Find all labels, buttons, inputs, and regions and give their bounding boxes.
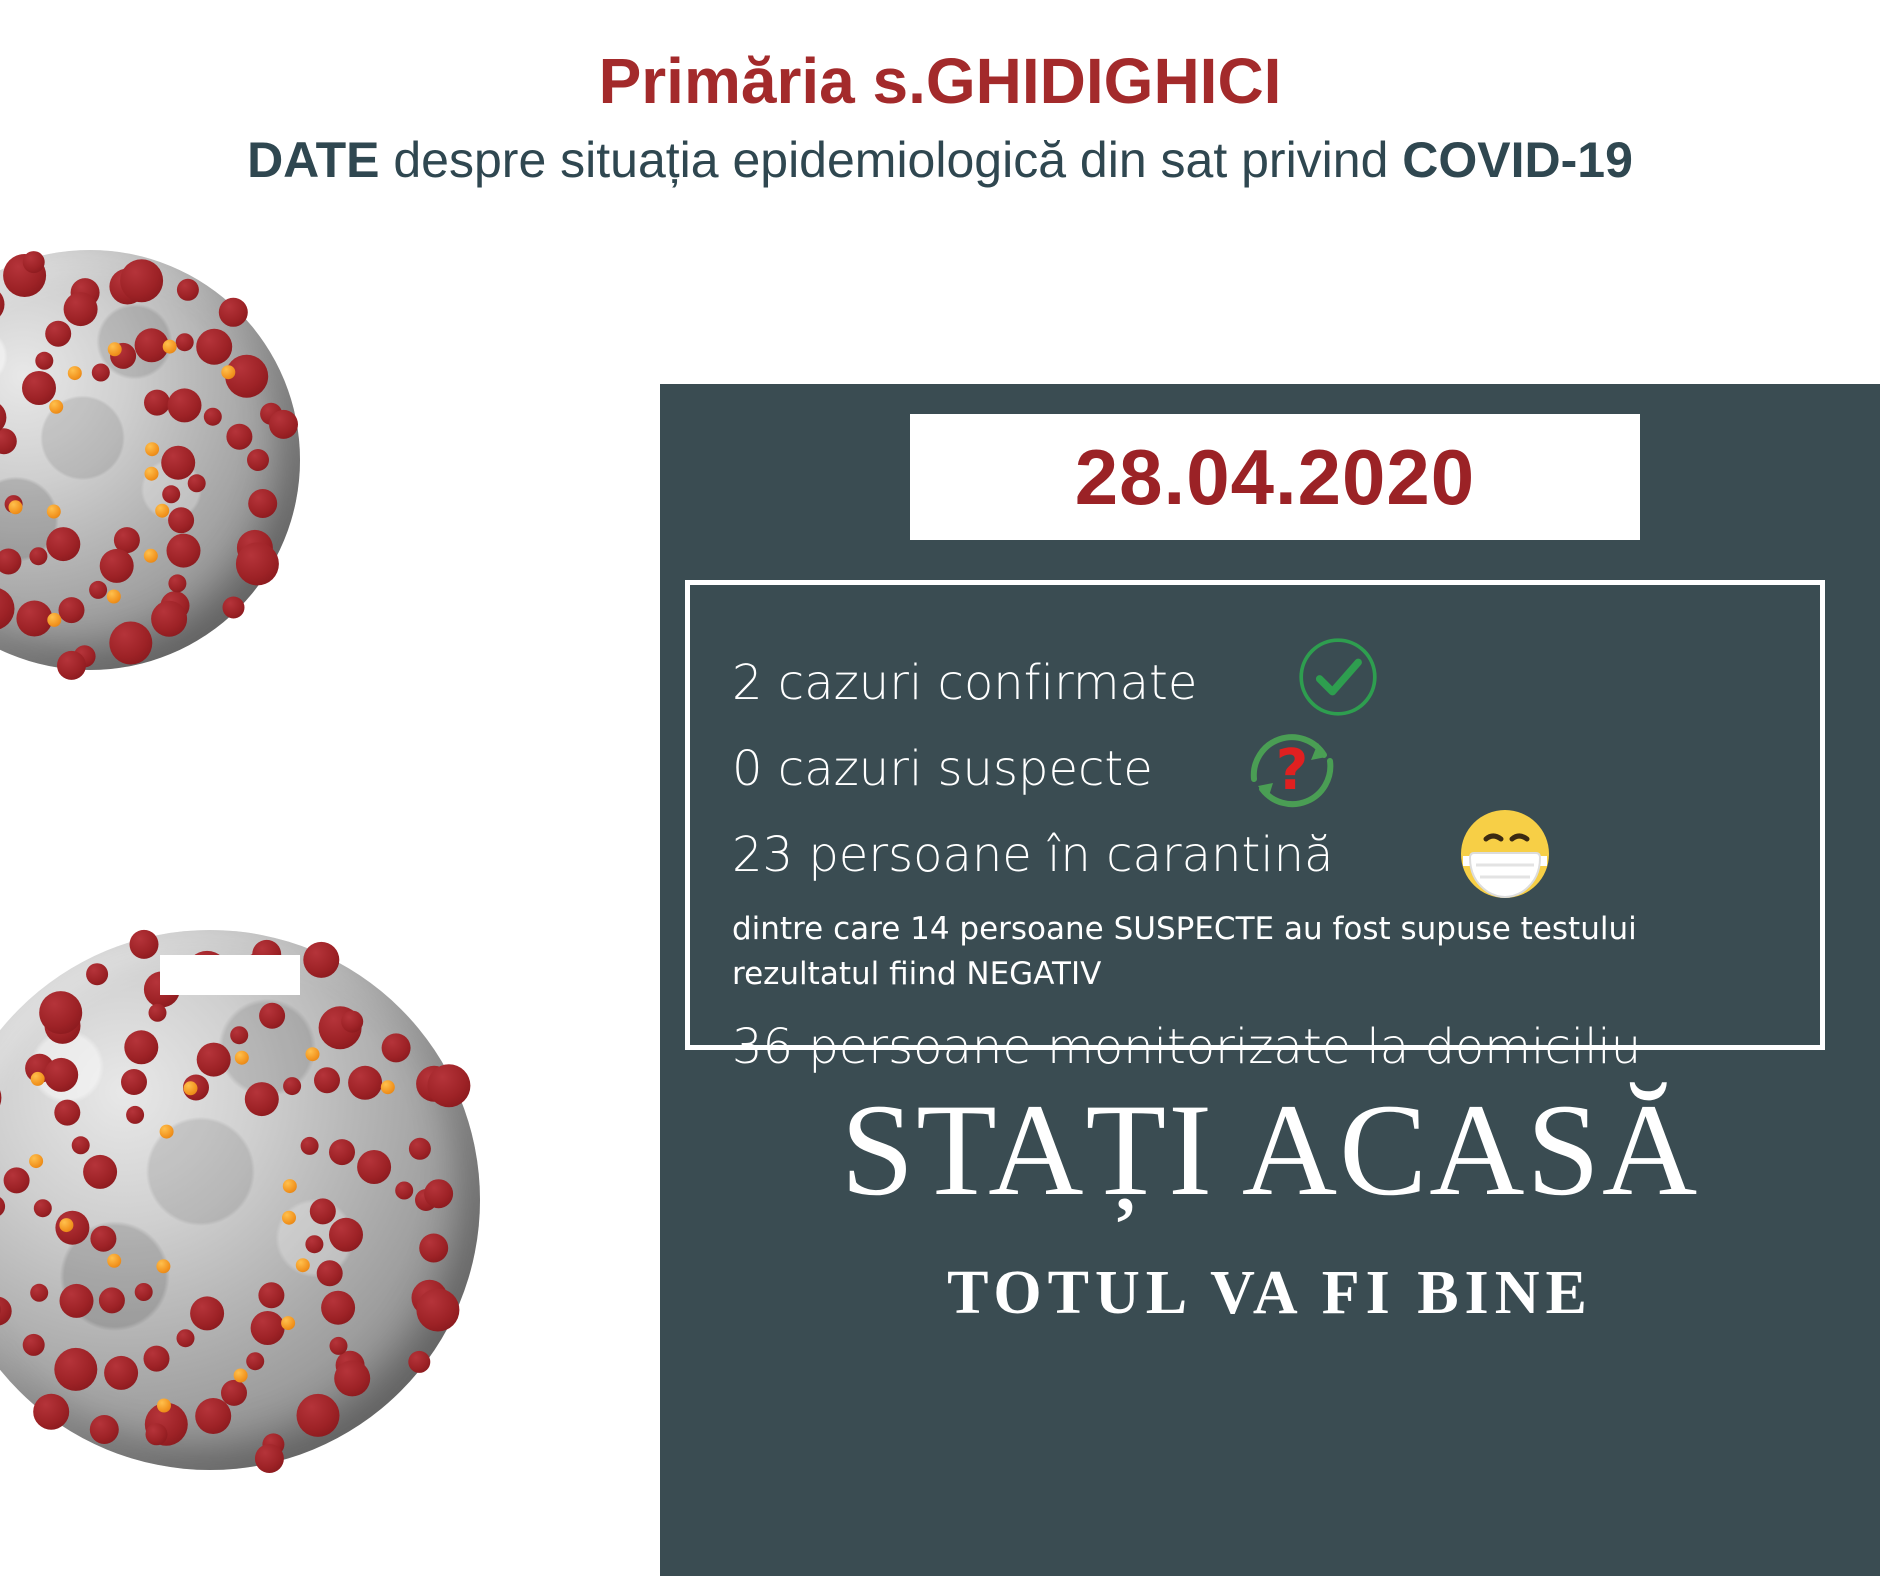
virus-spike xyxy=(89,1415,118,1444)
virus-knob xyxy=(145,442,159,456)
virus-spike-inner xyxy=(230,1026,248,1044)
virus-knob xyxy=(155,504,169,518)
virus-knob xyxy=(29,1154,43,1168)
virus-spike xyxy=(218,297,247,326)
virus-spike-inner xyxy=(259,1003,285,1029)
poster-header xyxy=(0,0,1880,192)
virus-spike-inner xyxy=(100,549,134,583)
virus-spike xyxy=(109,621,152,664)
virus-spike xyxy=(381,1033,410,1062)
virus-knob xyxy=(144,549,158,563)
slogan-block xyxy=(660,1076,1880,1329)
virus-knob xyxy=(31,1072,45,1086)
virus-spike xyxy=(235,542,278,585)
virus-spike-inner xyxy=(22,371,56,405)
virus-spike-inner xyxy=(144,390,170,416)
virus-spike-inner xyxy=(162,485,180,503)
date-text: 28.04.2020 xyxy=(1074,432,1476,521)
virus-spike-inner xyxy=(54,1100,80,1126)
check-circle-icon xyxy=(1292,631,1384,723)
date-badge xyxy=(910,414,1640,540)
stat-quarantine-label: 23 persoane în carantină xyxy=(732,827,1334,883)
virus-spike-inner xyxy=(60,1284,94,1318)
stats-list xyxy=(732,655,1820,1109)
virus-spike-inner xyxy=(168,388,202,422)
virus-spike-inner xyxy=(46,527,80,561)
virus-spike xyxy=(86,963,108,985)
page-title: Primăria s.GHIDIGHICI xyxy=(598,45,1282,117)
virus-spike-inner xyxy=(357,1150,391,1184)
coronavirus-image-bottom xyxy=(0,930,480,1470)
virus-spike-inner xyxy=(251,1311,285,1345)
virus-knob xyxy=(9,500,23,514)
virus-spike-inner xyxy=(245,1082,279,1116)
virus-spike-inner xyxy=(124,1030,158,1064)
quarantine-note-line-1: dintre care 14 persoane SUSPECTE au fost supuse testului xyxy=(732,911,1637,947)
virus-spike-inner xyxy=(301,1137,319,1155)
virus-knob xyxy=(281,1316,295,1330)
virus-spike-inner xyxy=(167,534,201,568)
virus-knob xyxy=(157,1399,171,1413)
virus-spike xyxy=(303,942,339,978)
virus-spike xyxy=(23,251,45,273)
virus-spike-inner xyxy=(168,507,194,533)
question-cycle-icon xyxy=(1232,713,1352,825)
virus-knob xyxy=(47,613,61,627)
stat-home-monitored-label: 36 persoane monitorizate la domiciliu xyxy=(732,1018,1642,1075)
virus-spike xyxy=(341,1011,363,1033)
virus-spike-inner xyxy=(30,1284,48,1302)
virus-knob xyxy=(296,1258,310,1272)
stat-confirmed-cases xyxy=(732,655,1820,711)
subtitle-emphasis-covid: COVID-19 xyxy=(1402,132,1633,189)
virus-spike-inner xyxy=(44,1058,78,1092)
virus-spike xyxy=(54,1347,97,1390)
virus-spike-inner xyxy=(329,1218,363,1252)
virus-spike-inner xyxy=(149,1004,167,1022)
virus-knob xyxy=(107,590,121,604)
subtitle-middle-text: despre situația epidemiologică din sat privind xyxy=(379,132,1403,189)
coronavirus-image-top xyxy=(0,250,300,670)
virus-knob xyxy=(381,1080,395,1094)
stat-suspected-cases-label: 0 cazuri suspecte xyxy=(732,741,1153,797)
virus-spike-inner xyxy=(258,1282,284,1308)
virus-spike xyxy=(408,1351,430,1373)
quarantine-note xyxy=(732,907,1820,997)
virus-spike-inner xyxy=(121,1069,147,1095)
virus-spike-inner xyxy=(35,352,53,370)
virus-spike-inner xyxy=(348,1066,382,1100)
svg-text:?: ? xyxy=(1275,738,1309,803)
virus-spike xyxy=(248,489,277,518)
virus-knob xyxy=(235,1051,249,1065)
virus-spike xyxy=(424,1179,453,1208)
face-with-medical-mask-icon xyxy=(1450,799,1560,909)
virus-spike-inner xyxy=(317,1260,343,1286)
virus-knob xyxy=(145,467,159,481)
stat-home-monitored xyxy=(732,1018,1820,1075)
virus-spike-inner xyxy=(126,1106,144,1124)
virus-spike-inner xyxy=(177,1329,195,1347)
virus-spike-inner xyxy=(314,1067,340,1093)
virus-spike xyxy=(334,1360,370,1396)
virus-spike-inner xyxy=(89,581,107,599)
virus-spike-inner xyxy=(305,1235,323,1253)
virus-spike-inner xyxy=(135,1283,153,1301)
virus-spike-inner xyxy=(197,1043,231,1077)
quarantine-note-line-2: rezultatul fiind NEGATIV xyxy=(732,955,1102,992)
virus-spike xyxy=(223,597,245,619)
virus-spike-inner xyxy=(168,574,186,592)
virus-spike xyxy=(33,1394,69,1430)
virus-spike xyxy=(177,279,199,301)
virus-spike xyxy=(427,1064,470,1107)
virus-spike xyxy=(146,1423,168,1445)
virus-spike-inner xyxy=(283,1077,301,1095)
virus-spike-inner xyxy=(72,1136,90,1154)
virus-spike xyxy=(129,929,158,958)
virus-knob xyxy=(282,1211,296,1225)
stat-confirmed-cases-label: 2 cazuri confirmate xyxy=(732,655,1198,711)
virus-spike xyxy=(269,409,298,438)
virus-knob xyxy=(107,1254,121,1268)
virus-spike-inner xyxy=(161,446,195,480)
virus-spike-inner xyxy=(330,1337,348,1355)
virus-spike xyxy=(120,259,163,302)
virus-spike-inner xyxy=(329,1139,355,1165)
subtitle-emphasis-date: DATE xyxy=(247,132,380,189)
virus-spike-inner xyxy=(90,1226,116,1252)
virus-spike-inner xyxy=(321,1291,355,1325)
stats-box xyxy=(685,580,1825,1075)
stat-quarantine xyxy=(732,827,1820,883)
virus-spike-inner xyxy=(144,1346,170,1372)
image-edge-mask xyxy=(160,955,300,995)
virus-knob xyxy=(108,342,122,356)
virus-knob xyxy=(163,340,177,354)
virus-spike xyxy=(151,601,187,637)
virus-knob xyxy=(234,1369,248,1383)
virus-spike-inner xyxy=(34,1199,52,1217)
virus-spike-inner xyxy=(188,474,206,492)
virus-knob xyxy=(156,1259,170,1273)
virus-spike-inner xyxy=(310,1198,336,1224)
slogan-sub: TOTUL VA FI BINE xyxy=(947,1259,1593,1327)
virus-spike-inner xyxy=(226,424,252,450)
virus-knob xyxy=(306,1047,320,1061)
virus-spike-inner xyxy=(176,333,194,351)
virus-spike-inner xyxy=(45,321,71,347)
virus-knob xyxy=(221,365,235,379)
virus-spike-inner xyxy=(246,1352,264,1370)
virus-spike-inner xyxy=(221,1380,247,1406)
virus-spike-inner xyxy=(29,547,47,565)
virus-spike-inner xyxy=(59,597,85,623)
virus-spike-inner xyxy=(64,292,98,326)
virus-spike xyxy=(247,449,269,471)
virus-spike xyxy=(39,991,82,1034)
virus-spike xyxy=(57,650,86,679)
virus-spike-inner xyxy=(190,1296,224,1330)
page-subtitle xyxy=(0,129,1880,192)
virus-spike xyxy=(296,1393,339,1436)
virus-spike-inner xyxy=(99,1287,125,1313)
virus-spike-inner xyxy=(4,1167,30,1193)
virus-spike-inner xyxy=(204,408,222,426)
virus-spike xyxy=(23,1334,45,1356)
virus-spike xyxy=(254,1444,283,1473)
virus-knob xyxy=(160,1125,174,1139)
virus-spike-inner xyxy=(395,1182,413,1200)
slogan-main: STAȚI ACASĂ xyxy=(840,1076,1700,1223)
virus-spike xyxy=(196,329,232,365)
virus-knob xyxy=(68,366,82,380)
virus-spike-inner xyxy=(83,1155,117,1189)
stats-panel xyxy=(660,384,1880,1576)
virus-knob xyxy=(49,400,63,414)
virus-knob xyxy=(184,1081,198,1095)
virus-spike-inner xyxy=(92,364,110,382)
virus-spike-inner xyxy=(104,1356,138,1390)
virus-knob xyxy=(47,505,61,519)
virus-spike xyxy=(416,1288,459,1331)
stat-suspected-cases xyxy=(732,738,1820,803)
virus-knob xyxy=(283,1179,297,1193)
virus-spike xyxy=(419,1233,448,1262)
virus-knob xyxy=(59,1218,73,1232)
virus-spike xyxy=(409,1138,431,1160)
